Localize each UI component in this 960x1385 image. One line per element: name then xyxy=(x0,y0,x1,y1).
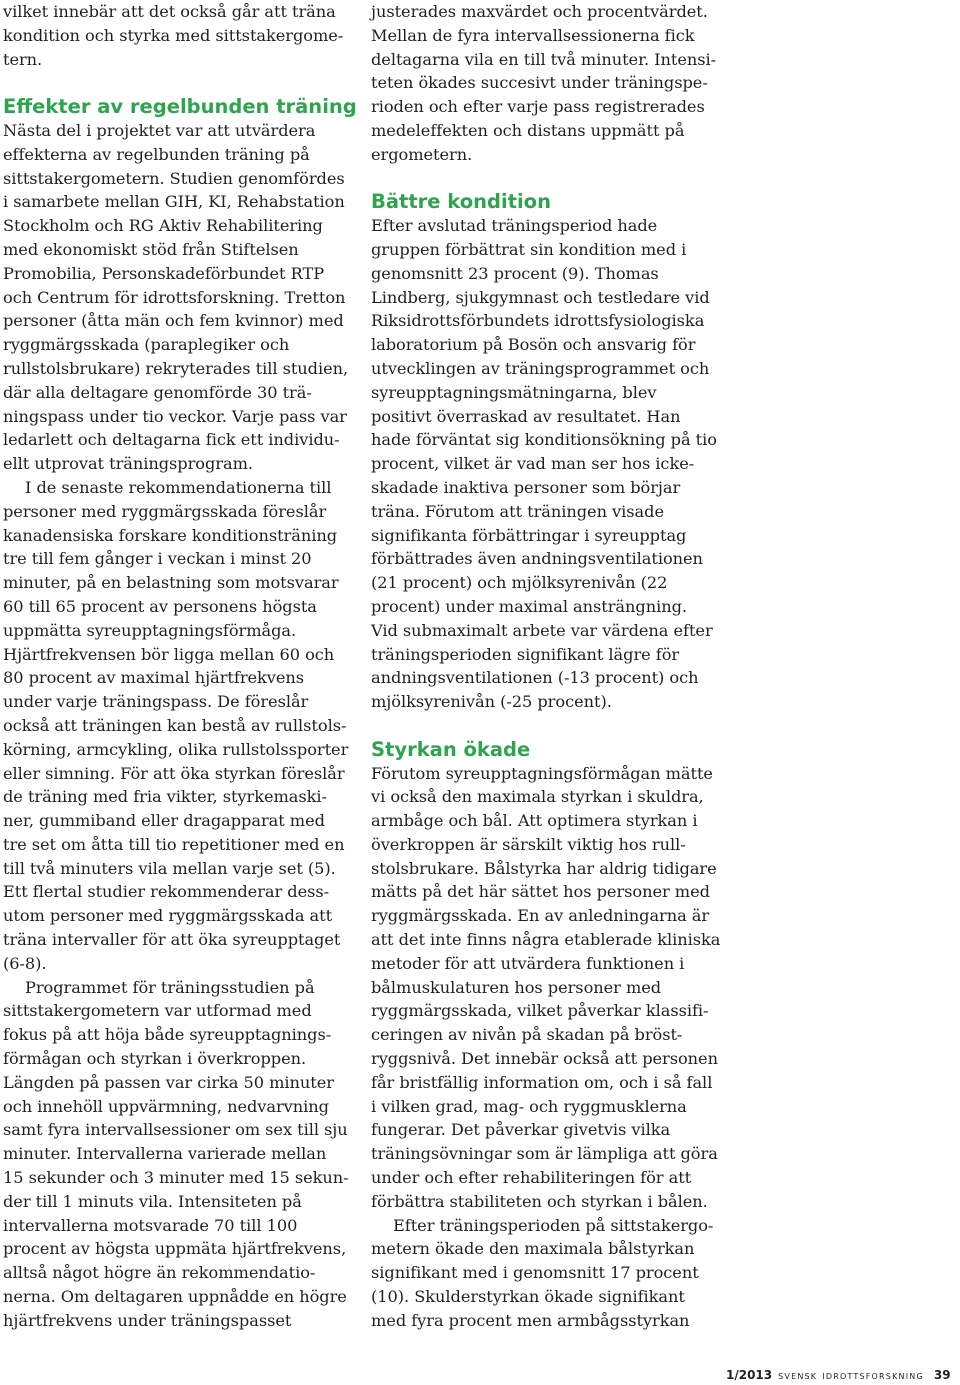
text-line: tre set om åtta till tio repetitioner med en xyxy=(3,834,345,854)
text-line: och innehöll uppvärmning, nedvarvning xyxy=(3,1096,329,1116)
text-line: Programmet för träningsstudien på xyxy=(25,977,315,997)
text-line: rullstolsbrukare) rekryterades till studien, xyxy=(3,358,349,378)
text-line: ner, gummiband eller dragapparat med xyxy=(3,811,325,831)
text-line: der till 1 minuts vila. Intensiteten på xyxy=(3,1191,302,1211)
body-paragraph xyxy=(371,762,721,1214)
text-line: (6-8). xyxy=(3,953,47,973)
text-line: ceringen av nivån på skadan på bröst- xyxy=(371,1025,683,1045)
text-line: teten ökades succesivt under träningspe- xyxy=(371,73,708,93)
issue-number: 1/2013 xyxy=(726,1368,773,1382)
text-line: signifikant med i genomsnitt 17 procent xyxy=(371,1263,699,1283)
text-line: Efter träningsperioden på sittstakergo- xyxy=(393,1215,714,1235)
text-line: procent av högsta uppmäta hjärtfrekvens, xyxy=(3,1239,347,1259)
text-line: 15 sekunder och 3 minuter med 15 sekun- xyxy=(3,1168,349,1188)
text-line: minuter, på en belastning som motsvarar xyxy=(3,573,339,593)
intro-paragraph xyxy=(371,0,721,167)
text-line: förbättrades även andningsventilationen xyxy=(371,549,703,569)
text-line: armbåge och bål. Att optimera styrkan i xyxy=(371,811,698,831)
text-line: rioden och efter varje pass registrerades xyxy=(371,97,705,117)
text-line: vi också den maximala styrkan i skuldra, xyxy=(371,787,704,807)
text-line: eller simning. För att öka styrkan föreslår xyxy=(3,763,345,783)
text-line: effekterna av regelbunden träning på xyxy=(3,144,310,164)
text-line: syreupptagningsmätningarna, blev xyxy=(371,382,657,402)
body-paragraph xyxy=(371,1214,721,1333)
text-line: (10). Skulderstyrkan ökade signifikant xyxy=(371,1287,685,1307)
text-line: kondition och styrka med sittstakergome- xyxy=(3,25,344,45)
text-line: ningspass under tio veckor. Varje pass var xyxy=(3,406,347,426)
text-line: ryggsnivå. Det innebär också att personen xyxy=(371,1049,718,1069)
text-line: och Centrum för idrottsforskning. Tretton xyxy=(3,287,346,307)
text-line: intervallerna motsvarade 70 till 100 xyxy=(3,1215,298,1235)
text-line: deltagarna vila en till två minuter. Intensi- xyxy=(371,49,717,69)
text-line: ledarlett och deltagarna fick ett individu- xyxy=(3,430,340,450)
text-line: ryggmärgsskada (paraplegiker och xyxy=(3,335,290,355)
text-line: stolsbrukare. Bålstyrka har aldrig tidigare xyxy=(371,858,717,878)
text-line: uppmätta syreupptagningsförmåga. xyxy=(3,620,297,640)
text-line: träna. Förutom att träningen visade xyxy=(371,501,664,521)
text-line: utvecklingen av träningsprogrammet och xyxy=(371,358,710,378)
text-line: överkroppen är särskilt viktig hos rull- xyxy=(371,834,686,854)
text-line: samt fyra intervallsessioner om sex till sju xyxy=(3,1120,348,1140)
section-heading-styrkan-okade: Styrkan ökade xyxy=(371,737,531,761)
text-line: Lindberg, sjukgymnast och testledare vid xyxy=(371,287,710,307)
text-line: hade förväntat sig konditionsökning på tio xyxy=(371,430,717,450)
text-line: metern ökade den maximala bålstyrkan xyxy=(371,1239,695,1259)
body-paragraph xyxy=(371,214,721,714)
page-footer xyxy=(726,1366,951,1384)
text-line: Förutom syreupptagningsförmågan mätte xyxy=(371,763,713,783)
text-line: Hjärtfrekvensen bör ligga mellan 60 och xyxy=(3,644,335,664)
text-line: 80 procent av maximal hjärtfrekvens xyxy=(3,668,305,688)
text-line: justerades maxvärdet och procentvärdet. xyxy=(371,2,708,21)
text-line: i samarbete mellan GIH, KI, Rehabstation xyxy=(3,192,345,212)
body-paragraph xyxy=(3,976,353,1333)
text-line: tre till fem gånger i veckan i minst 20 xyxy=(3,549,312,569)
text-line: 60 till 65 procent av personens högsta xyxy=(3,596,317,616)
text-line: träningsövningar som är lämpliga att göra xyxy=(371,1144,718,1164)
text-line: Efter avslutad träningsperiod hade xyxy=(371,216,658,236)
text-line: där alla deltagare genomförde 30 trä- xyxy=(3,382,312,402)
text-line: förmågan och styrkan i överkroppen. xyxy=(3,1049,307,1069)
text-line: mätts på det här sättet hos personer med xyxy=(371,882,710,902)
text-line: (21 procent) och mjölksyrenivån (22 xyxy=(371,573,668,593)
text-line: gruppen förbättrat sin kondition med i xyxy=(371,239,687,259)
text-line: vilket innebär att det också går att träna xyxy=(3,2,336,21)
text-line: metoder för att utvärdera funktionen i xyxy=(371,953,685,973)
text-line: körning, armcykling, olika rullstolssporter xyxy=(3,739,349,759)
text-line: får bristfällig information om, och i så fall xyxy=(371,1072,713,1092)
paragraph-gap xyxy=(371,714,721,738)
right-column xyxy=(371,0,721,1333)
text-line: alltså något högre än rekommendatio- xyxy=(3,1263,316,1283)
text-line: kanadensiska forskare konditionsträning xyxy=(3,525,338,545)
page-number: 39 xyxy=(933,1368,951,1382)
paragraph-gap xyxy=(3,71,353,95)
text-line: sittstakergometern var utformad med xyxy=(3,1001,312,1021)
text-line: andningsventilationen (-13 procent) och xyxy=(371,668,699,688)
text-line: procent) under maximal ansträngning. xyxy=(371,596,687,616)
section-heading-battre-kondition: Bättre kondition xyxy=(371,190,551,214)
section-heading-effekter: Effekter av regelbunden träning xyxy=(3,95,357,119)
text-line: träningsperioden signifikant lägre för xyxy=(371,644,680,664)
text-line: förbättra stabiliteten och styrkan i bålen. xyxy=(371,1191,708,1211)
text-line: sittstakergometern. Studien genomfördes xyxy=(3,168,345,188)
text-line: Nästa del i projektet var att utvärdera xyxy=(3,120,316,140)
text-line: ergometern. xyxy=(371,144,473,164)
text-line: laboratorium på Bosön och ansvarig för xyxy=(371,335,696,355)
text-line: ryggmärgsskada. En av anledningarna är xyxy=(371,906,710,926)
text-line: medeleffekten och distans uppmätt på xyxy=(371,120,685,140)
text-line: de träning med fria vikter, styrkemaski- xyxy=(3,787,327,807)
text-line: Riksidrottsförbundets idrottsfysiologiska xyxy=(371,311,705,331)
text-line: nerna. Om deltagaren uppnådde en högre xyxy=(3,1287,347,1307)
text-line: Stockholm och RG Aktiv Rehabilitering xyxy=(3,216,323,236)
text-line: Längden på passen var cirka 50 minuter xyxy=(3,1072,334,1092)
text-line: Mellan de fyra intervallsessionerna fick xyxy=(371,25,695,45)
text-line: också att träningen kan bestå av rullstols- xyxy=(3,715,347,735)
text-line: fungerar. Det påverkar givetvis vilka xyxy=(371,1120,671,1140)
text-line: träna intervaller för att öka syreupptaget xyxy=(3,930,341,950)
text-line: bålmuskulaturen hos personer med xyxy=(371,977,662,997)
text-line: fokus på att höja både syreupptagnings- xyxy=(3,1025,332,1045)
text-line: skadade inaktiva personer som börjar xyxy=(371,477,681,497)
text-line: procent, vilket är vad man ser hos icke- xyxy=(371,454,695,474)
text-line: hjärtfrekvens under träningspasset xyxy=(3,1310,292,1330)
text-line: Vid submaximalt arbete var värdena efter xyxy=(371,620,713,640)
text-line: mjölksyrenivån (-25 procent). xyxy=(371,692,612,712)
text-line: ellt utprovat träningsprogram. xyxy=(3,454,253,474)
text-line: till två minuters vila mellan varje set (5). xyxy=(3,858,336,878)
text-line: positivt överraskad av resultatet. Han xyxy=(371,406,681,426)
text-line: i vilken grad, mag- och ryggmusklerna xyxy=(371,1096,687,1116)
text-line: personer med ryggmärgsskada föreslår xyxy=(3,501,327,521)
text-line: genomsnitt 23 procent (9). Thomas xyxy=(371,263,659,283)
text-line: under och efter rehabiliteringen för att xyxy=(371,1168,692,1188)
left-column xyxy=(3,0,357,1333)
text-line: ryggmärgsskada, vilket påverkar klassifi- xyxy=(371,1001,709,1021)
text-line: utom personer med ryggmärgsskada att xyxy=(3,906,333,926)
text-line: I de senaste rekommendationerna till xyxy=(25,477,332,497)
paragraph-gap xyxy=(371,167,721,191)
intro-paragraph xyxy=(3,0,353,71)
text-line: personer (åtta män och fem kvinnor) med xyxy=(3,311,344,331)
text-line: Promobilia, Personskadeförbundet RTP xyxy=(3,263,325,283)
text-line: signifikanta förbättringar i syreupptag xyxy=(371,525,687,545)
body-paragraph xyxy=(3,476,353,976)
text-line: under varje träningspass. De föreslår xyxy=(3,692,309,712)
text-line: att det inte finns några etablerade kliniska xyxy=(371,930,721,950)
text-line: tern. xyxy=(3,49,43,69)
text-line: med fyra procent men armbågsstyrkan xyxy=(371,1310,690,1330)
text-line: med ekonomiskt stöd från Stiftelsen xyxy=(3,239,299,259)
body-paragraph xyxy=(3,119,353,476)
text-line: minuter. Intervallerna varierade mellan xyxy=(3,1144,327,1164)
text-line: Ett flertal studier rekommenderar dess- xyxy=(3,882,330,902)
magazine-name: svensk idrottsforskning xyxy=(778,1368,924,1382)
